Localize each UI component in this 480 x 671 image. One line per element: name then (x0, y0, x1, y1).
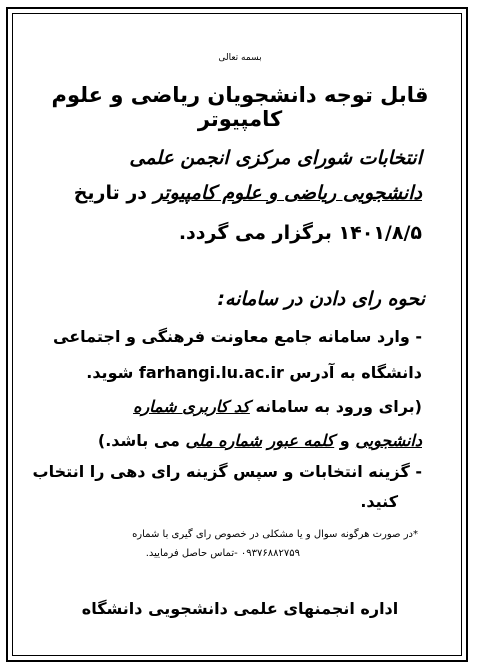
address-suffix: شوید. (86, 363, 134, 382)
website-link[interactable]: farhangi.lu.ac.ir (138, 363, 284, 382)
department-name: دانشجویی ریاضی و علوم کامپیوتر (153, 182, 422, 204)
voting-step-1: - وارد سامانه جامع معاونت فرهنگی و اجتماعی (53, 327, 422, 346)
address-prefix: دانشگاه به آدرس (289, 363, 422, 382)
voting-step-1-cont (40, 363, 422, 382)
voting-section-title: نحوه رای دادن در سامانه: (217, 288, 425, 310)
announcement-line-3: ۱۴۰۱/۸/۵ برگزار می گردد. (178, 222, 422, 244)
voting-step-2-cont: کنید. (360, 492, 398, 511)
student-number-label: دانشجویی (355, 431, 422, 450)
signature: اداره انجمنهای علمی دانشجویی دانشگاه (81, 599, 399, 618)
basmala: بسمه تعالی (218, 53, 262, 63)
help-note-line-1: *در صورت هرگونه سوال و یا مشکلی در خصوص رای گیری با شماره (132, 529, 418, 540)
login-info-suffix: می باشد.) (97, 431, 180, 450)
page-title: قابل توجه دانشجویان ریاضی و علوم کامپیوتر (51, 83, 429, 131)
national-id-label: شماره ملی (185, 431, 262, 450)
login-info-and: و (339, 431, 350, 450)
announcement-line-1: انتخابات شورای مرکزی انجمن علمی (129, 147, 422, 169)
login-info-prefix: (برای ورود به سامانه (255, 397, 422, 416)
announcement-line-2 (40, 182, 422, 204)
help-note-line-2: ۰۹۳۷۶۸۸۲۷۵۹ -تماس حاصل فرمایید. (145, 548, 300, 559)
voting-step-2: - گزینه انتخابات و سپس گزینه رای دهی را انتخاب (32, 462, 422, 481)
username-label: کد کاربری شماره (133, 397, 250, 416)
login-info-line-1 (40, 397, 422, 416)
password-label: کلمه عبور (267, 431, 335, 450)
login-info-line-2 (40, 431, 422, 450)
date-prefix: در تاریخ (73, 182, 148, 204)
